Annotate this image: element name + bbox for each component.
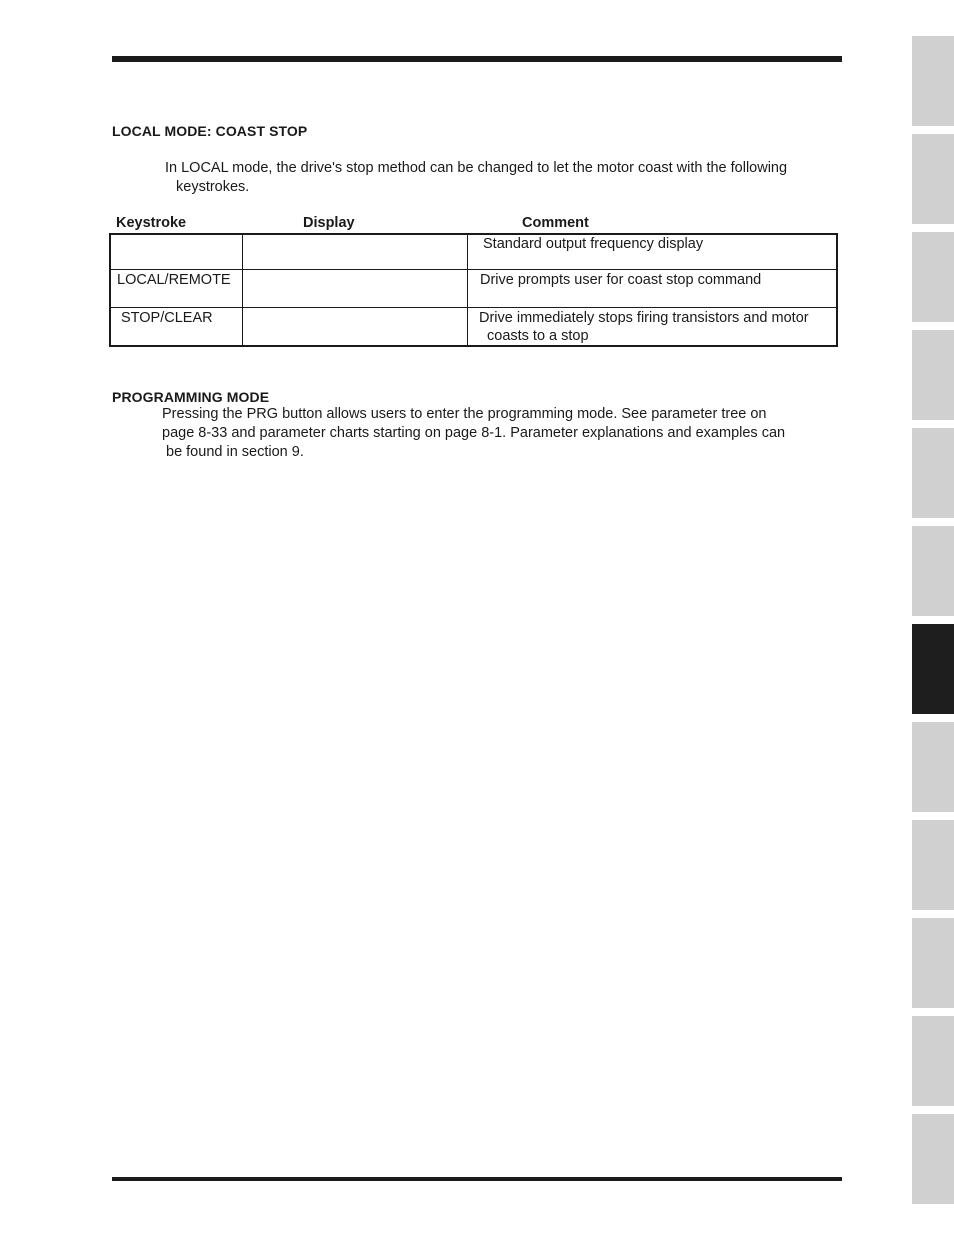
column-header-keystroke: Keystroke [116,215,187,231]
section-tab [912,1114,954,1204]
row1-comment: Standard output frequency display [483,236,704,252]
programming-line-1: Pressing the PRG button allows users to enter the programming mode. See parameter tree on [162,406,767,422]
section-tab [912,820,954,910]
section-tab [912,1016,954,1106]
section-tab [912,526,954,616]
column-divider [242,235,243,345]
programming-mode-text [162,405,785,462]
section-tab [912,918,954,1008]
bottom-rule [112,1177,842,1181]
section-tab [912,232,954,322]
row3-comment-line2: coasts to a stop [487,328,589,344]
keystroke-table [109,233,838,347]
section-tab [912,134,954,224]
column-divider [467,235,468,345]
section-tab [912,330,954,420]
row2-keystroke: LOCAL/REMOTE [117,272,231,288]
intro-line-1: In LOCAL mode, the drive's stop method can be changed to let the motor coast with the following [165,160,788,176]
column-header-display: Display [303,215,355,231]
section-tab [912,428,954,518]
section-heading-programming-mode: PROGRAMMING MODE [112,389,270,405]
section-tab-active [912,624,954,714]
programming-line-3: be found in section 9. [166,444,304,460]
column-header-comment: Comment [522,215,589,231]
row3-comment-line1: Drive immediately stops firing transistors and motor [479,310,809,326]
top-rule [112,56,842,62]
local-mode-intro [165,159,787,197]
intro-line-2: keystrokes. [176,179,250,195]
row2-comment: Drive prompts user for coast stop command [480,272,762,288]
section-tab [912,36,954,126]
programming-line-2: page 8-33 and parameter charts starting on page 8-1. Parameter explanations and examples can [162,425,786,441]
row-divider [111,269,836,270]
section-tab [912,722,954,812]
section-heading-local-mode: LOCAL MODE: COAST STOP [112,123,308,139]
row-divider [111,307,836,308]
row3-keystroke: STOP/CLEAR [121,310,213,326]
